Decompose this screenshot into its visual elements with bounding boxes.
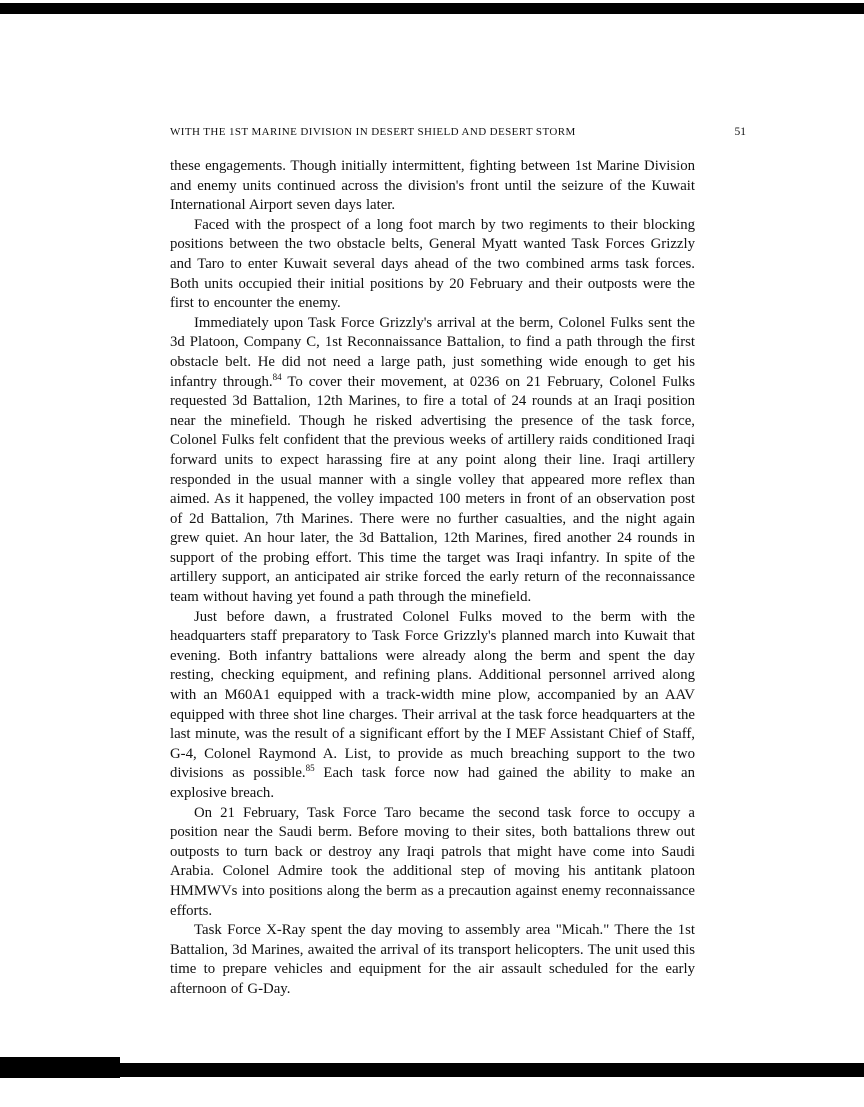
footnote-marker: 84: [272, 371, 282, 382]
paragraph: Immediately upon Task Force Grizzly's arrival at the berm, Colonel Fulks sent the 3d Platoon, Company C, 1st Reconnaissance Battalion, to find a path through the first obstacle belt. He did not need a large path, just something wide enough to get his infantry through.$^{84}$ To cover their movement, at 0236 on 21 February, Colonel Fulks requested 3d Battalion, 12th Marines, to fire a total of 24 rounds at an Iraqi position near the minefield. Though he risked advertising the presence of the task force, Colonel Fulks felt confident that the previous weeks of artillery raids conditioned Iraqi forward units to expect harassing fire at any point along their line. Iraqi artillery responded in the usual manner with a single volley that appeared more reflex than aimed. As it happened, the volley impacted 100 meters in front of an observation post of 2d Battalion, 7th Marines. There were no further casualties, and the night again grew quiet. An hour later, the 3d Battalion, 12th Marines, fired another 24 rounds in support of the probing effort. This time the target was Iraqi infantry. In spite of the artillery support, an anticipated air strike forced the early return of the reconnaissance team without having yet found a path through the minefield.: [170, 314, 695, 606]
paragraph: Just before dawn, a frustrated Colonel Fulks moved to the berm with the headquarters staff preparatory to Task Force Grizzly's planned march into Kuwait that evening. Both infantry battalions were already along the berm and spent the day resting, checking equipment, and refining plans. Additional personnel arrived along with an M60A1 equipped with a track-width mine plow, accompanied by an AAV equipped with three shot line charges. Their arrival at the task force headquarters at the last minute, was the result of a significant effort by the I MEF Assistant Chief of Staff, G-4, Colonel Raymond A. List, to provide as much breaching support to the two divisions as possible.$^{85}$ Each task force now had gained the ability to make an explosive breach.: [170, 608, 695, 801]
page-number: 51: [734, 126, 746, 138]
page-header: [170, 126, 746, 138]
scan-artifact-top-bar: [0, 3, 864, 14]
footnote-marker: 85: [305, 763, 315, 774]
paragraph: these engagements. Though initially intermittent, fighting between 1st Marine Division and enemy units continued across the division's front until the seizure of the Kuwait International Airport seven days later.: [170, 158, 695, 214]
running-title: WITH THE 1ST MARINE DIVISION IN DESERT SHIELD AND DESERT STORM: [170, 126, 576, 138]
scan-artifact-bottom-bar: [0, 1063, 864, 1077]
paragraph: Task Force X-Ray spent the day moving to assembly area "Micah." There the 1st Battalion, 3d Marines, awaited the arrival of its transport helicopters. The unit used this time to prepare vehicles and equipment for the air assault scheduled for the early afternoon of G-Day.: [170, 922, 695, 997]
paragraph: Faced with the prospect of a long foot march by two regiments to their blocking positions between the two obstacle belts, General Myatt wanted Task Forces Grizzly and Taro to enter Kuwait several days ahead of the two combined arms task forces. Both units occupied their initial positions by 20 February and their outposts were the first to encounter the enemy.: [170, 216, 695, 312]
paragraph: On 21 February, Task Force Taro became the second task force to occupy a position near the Saudi berm. Before moving to their sites, both battalions threw out outposts to turn back or destroy any Iraqi patrols that might have come into Saudi Arabia. Colonel Admire took the additional step of moving his antitank platoon HMMWVs into positions along the berm as a precaution against enemy reconnaissance efforts.: [170, 804, 695, 919]
body-text: [170, 157, 695, 1000]
